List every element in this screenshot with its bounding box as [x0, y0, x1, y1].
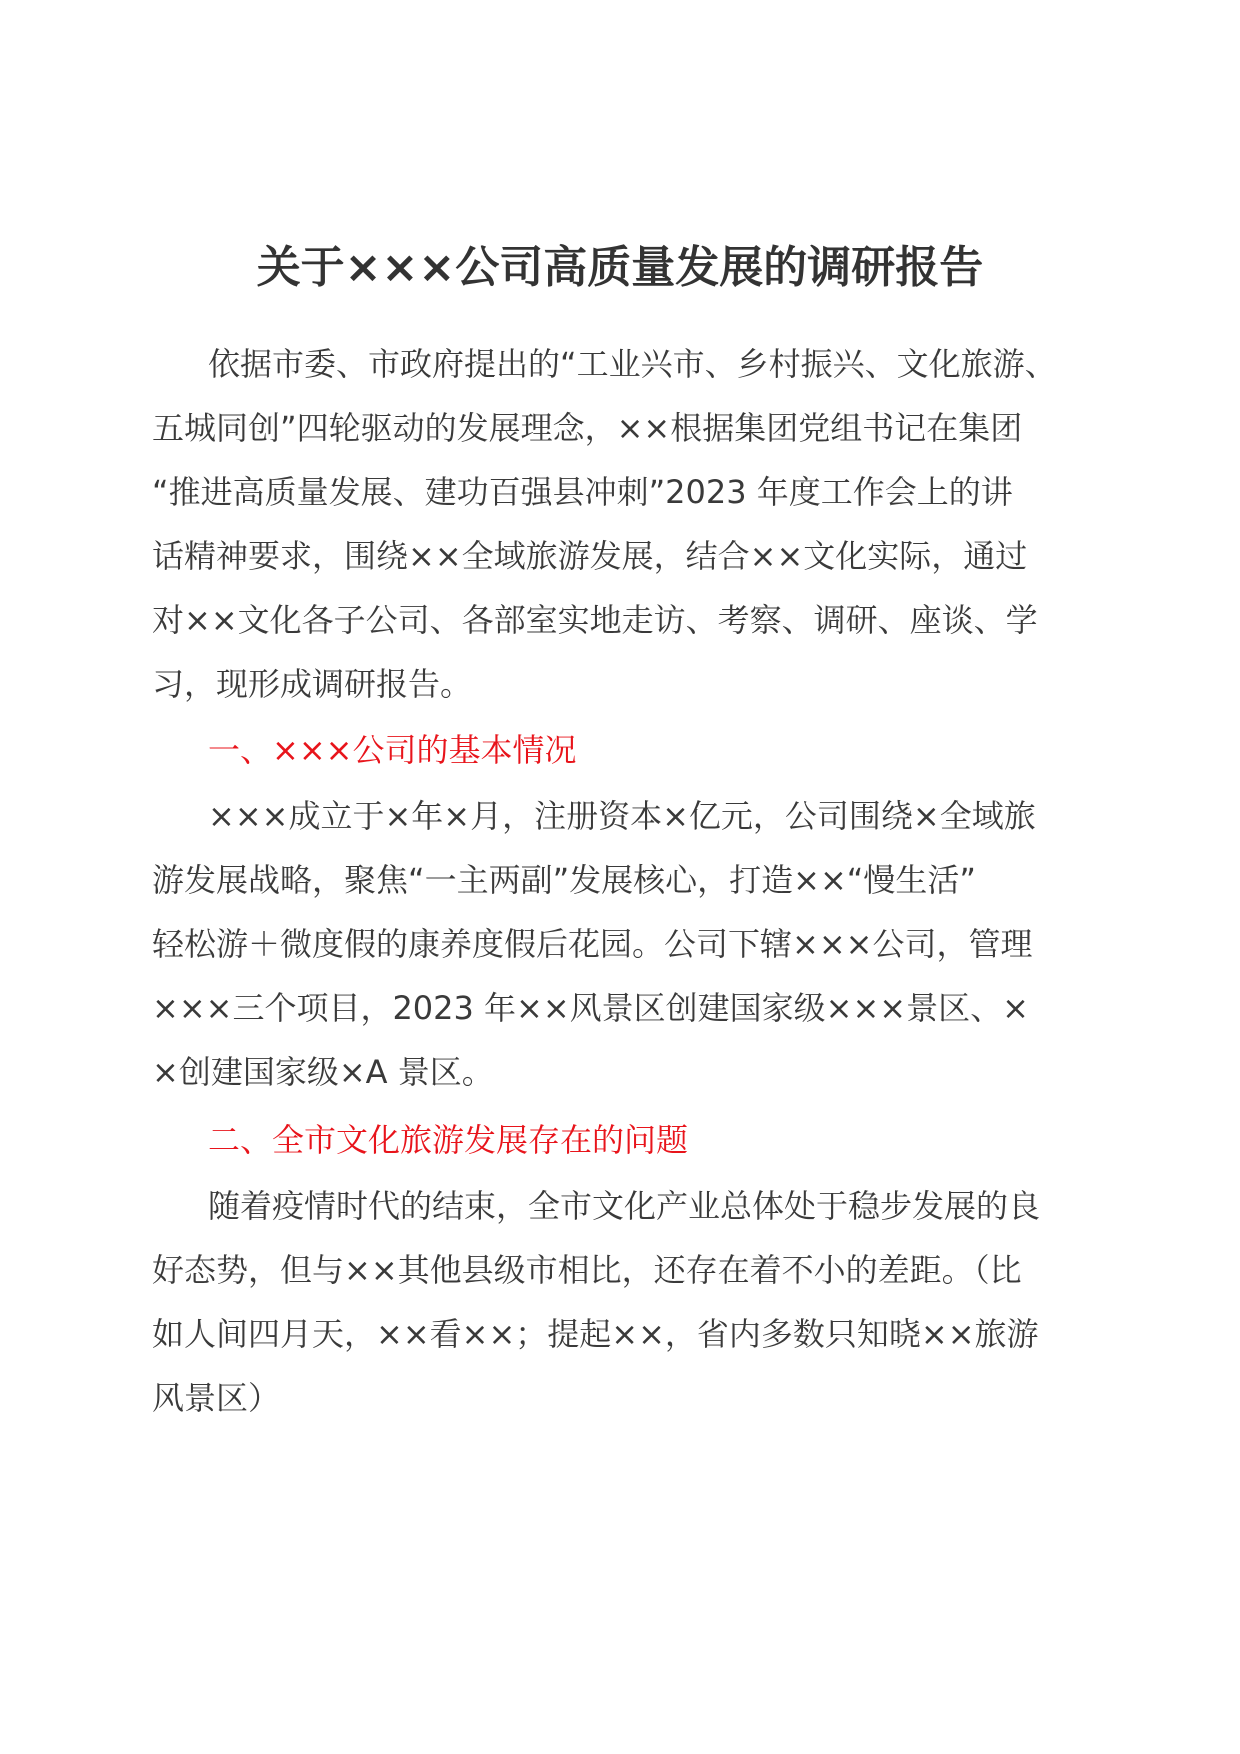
paragraph-1-line-2: 五城同创”四轮驱动的发展理念，××根据集团党组书记在集团	[152, 409, 1023, 447]
paragraph-1-line-4: 话精神要求，围绕××全域旅游发展，结合××文化实际，通过	[152, 537, 1028, 575]
paragraph-2-line-4: ×××三个项目，2023 年××风景区创建国家级×××景区、×	[152, 989, 1029, 1027]
paragraph-3-line-2: 好态势，但与××其他县级市相比，还存在着不小的差距。（比	[152, 1251, 1022, 1289]
paragraph-1-line-5: 对××文化各子公司、各部室实地走访、考察、调研、座谈、学	[152, 601, 1038, 639]
paragraph-3-line-1: 随着疫情时代的结束，全市文化产业总体处于稳步发展的良	[208, 1187, 1041, 1225]
paragraph-2-line-2: 游发展战略，聚焦“一主两副”发展核心，打造××“慢生活”	[152, 861, 976, 899]
paragraph-1-line-1: 依据市委、市政府提出的“工业兴市、乡村振兴、文化旅游、	[208, 345, 1057, 383]
paragraph-2-line-1: ×××成立于×年×月，注册资本×亿元，公司围绕×全域旅	[208, 797, 1036, 835]
paragraph-3-line-4: 风景区）	[152, 1379, 281, 1417]
paragraph-1-line-6: 习，现形成调研报告。	[152, 665, 473, 703]
paragraph-2-line-5: ×创建国家级×A 景区。	[152, 1053, 494, 1091]
section-heading-1: 一、×××公司的基本情况	[208, 731, 577, 769]
paragraph-1-line-3: “推进高质量发展、建功百强县冲刺”2023 年度工作会上的讲	[152, 473, 1013, 511]
paragraph-2-line-3: 轻松游＋微度假的康养度假后花园。公司下辖×××公司，管理	[152, 925, 1033, 963]
section-heading-2: 二、全市文化旅游发展存在的问题	[208, 1121, 689, 1159]
document-title: 关于×××公司高质量发展的调研报告	[256, 242, 984, 293]
paragraph-3-line-3: 如人间四月天，××看××；提起××，省内多数只知晓××旅游	[152, 1315, 1039, 1353]
